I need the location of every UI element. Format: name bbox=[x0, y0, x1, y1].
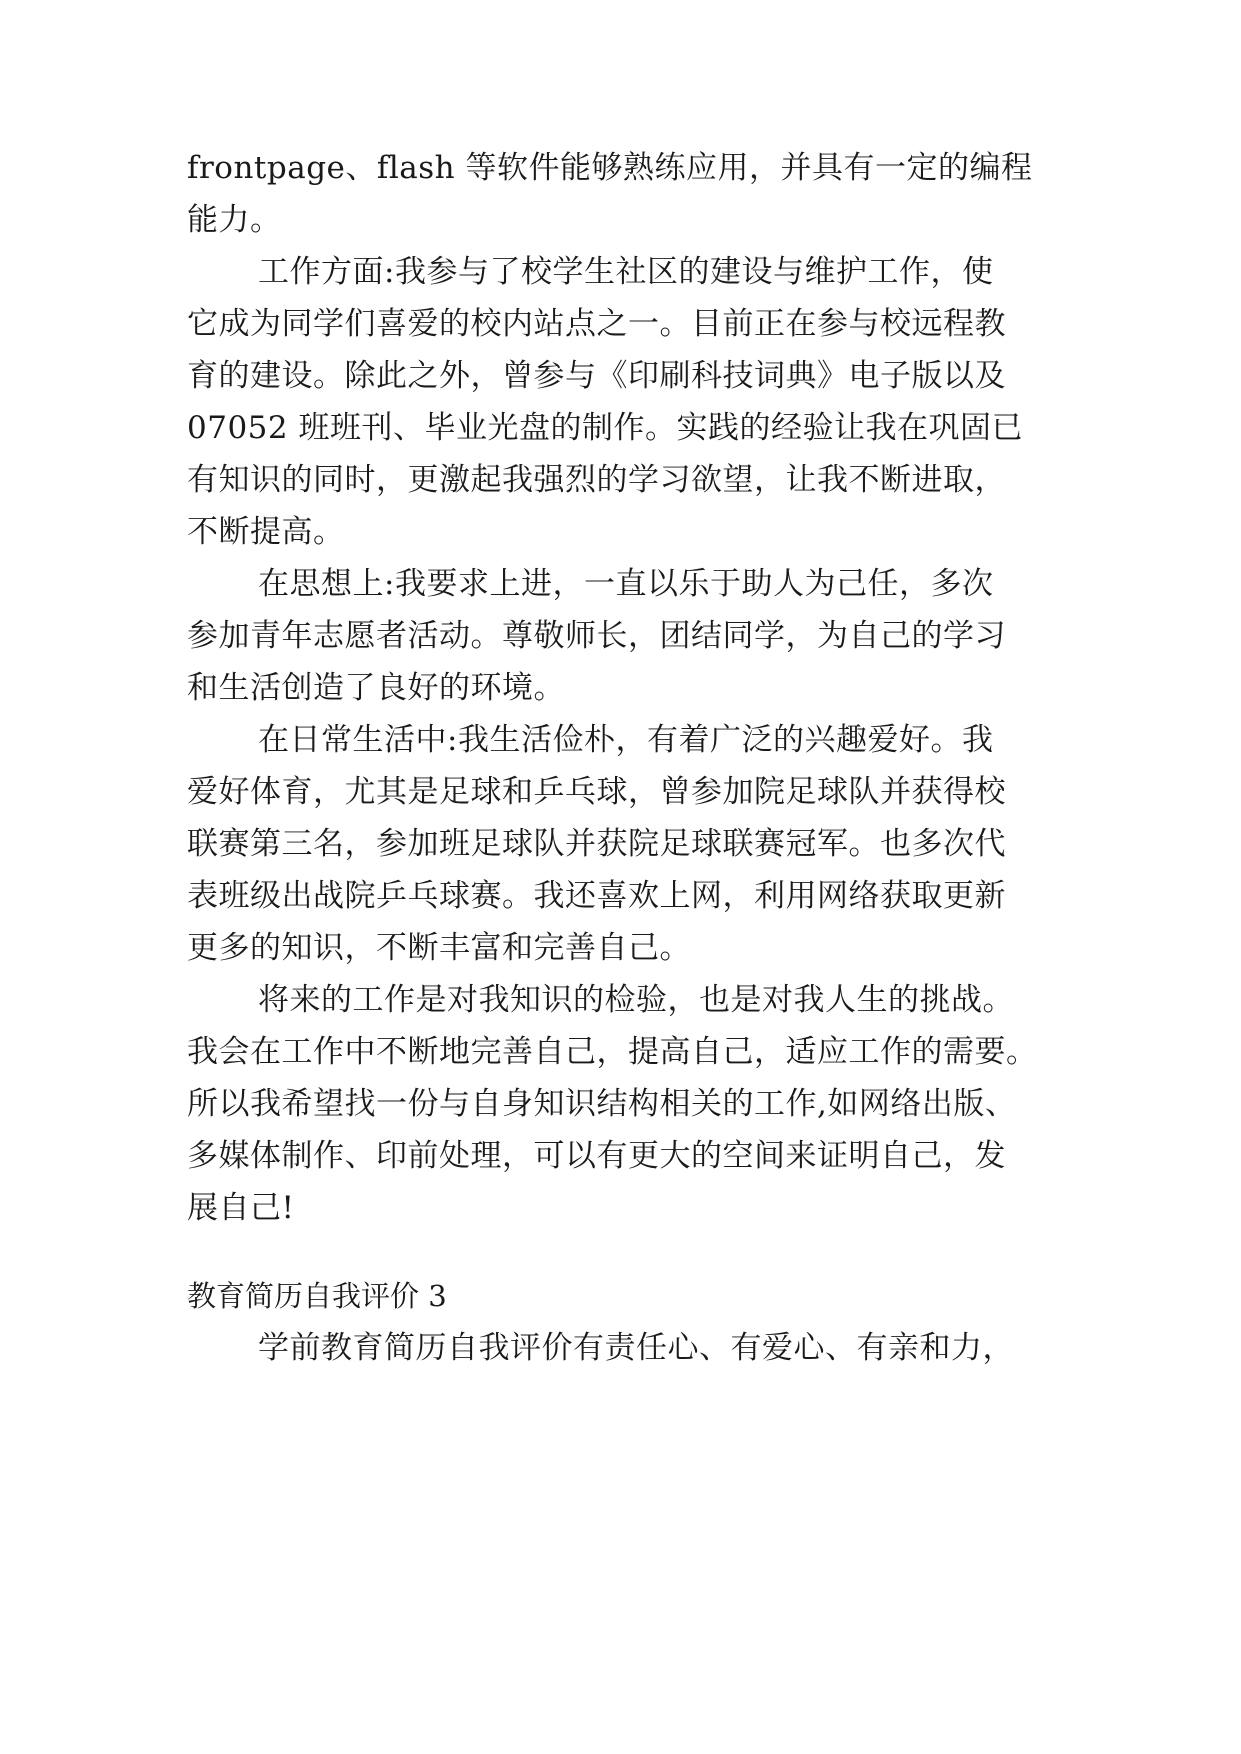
text-line: 能力。 bbox=[187, 202, 282, 238]
text-line: 育的建设。除此之外，曾参与《印刷科技词典》电子版以及 bbox=[187, 358, 1006, 394]
text-line: 所以我希望找一份与自身知识结构相关的工作,如网络出版、 bbox=[187, 1086, 1017, 1122]
text-line: 不断提高。 bbox=[187, 514, 345, 550]
paragraph-start: 学前教育简历自我评价有责任心、有爱心、有亲和力， bbox=[258, 1330, 1014, 1366]
text-line: 表班级出战院乒乓球赛。我还喜欢上网，利用网络获取更新 bbox=[187, 878, 1006, 914]
paragraph-start: 在日常生活中:我生活俭朴，有着广泛的兴趣爱好。我 bbox=[258, 722, 994, 758]
text-line: 爱好体育，尤其是足球和乒乓球，曾参加院足球队并获得校 bbox=[187, 774, 1006, 810]
text-line: 有知识的同时，更激起我强烈的学习欲望，让我不断进取， bbox=[187, 462, 1006, 498]
text-line: 更多的知识，不断丰富和完善自己。 bbox=[187, 930, 691, 966]
paragraph-start: 工作方面:我参与了校学生社区的建设与维护工作，使 bbox=[258, 254, 994, 290]
text-line: 我会在工作中不断地完善自己，提高自己，适应工作的需要。 bbox=[187, 1034, 1038, 1070]
paragraph-start: 将来的工作是对我知识的检验，也是对我人生的挑战。 bbox=[258, 982, 1014, 1018]
text-line: 参加青年志愿者活动。尊敬师长，团结同学，为自己的学习 bbox=[187, 618, 1006, 654]
text-line: 07052 班班刊、毕业光盘的制作。实践的经验让我在巩固已 bbox=[187, 410, 1023, 446]
text-line: 多媒体制作、印前处理，可以有更大的空间来证明自己，发 bbox=[187, 1138, 1006, 1174]
section-heading: 教育简历自我评价 3 bbox=[187, 1279, 447, 1313]
text-line: 和生活创造了良好的环境。 bbox=[187, 670, 565, 706]
text-line: 联赛第三名，参加班足球队并获院足球联赛冠军。也多次代 bbox=[187, 826, 1006, 862]
text-line: 展自己! bbox=[187, 1190, 295, 1226]
text-line: 它成为同学们喜爱的校内站点之一。目前正在参与校远程教 bbox=[187, 306, 1006, 342]
paragraph-start: 在思想上:我要求上进，一直以乐于助人为己任，多次 bbox=[258, 566, 994, 602]
text-line: frontpage、flash 等软件能够熟练应用，并具有一定的编程 bbox=[187, 150, 1033, 186]
